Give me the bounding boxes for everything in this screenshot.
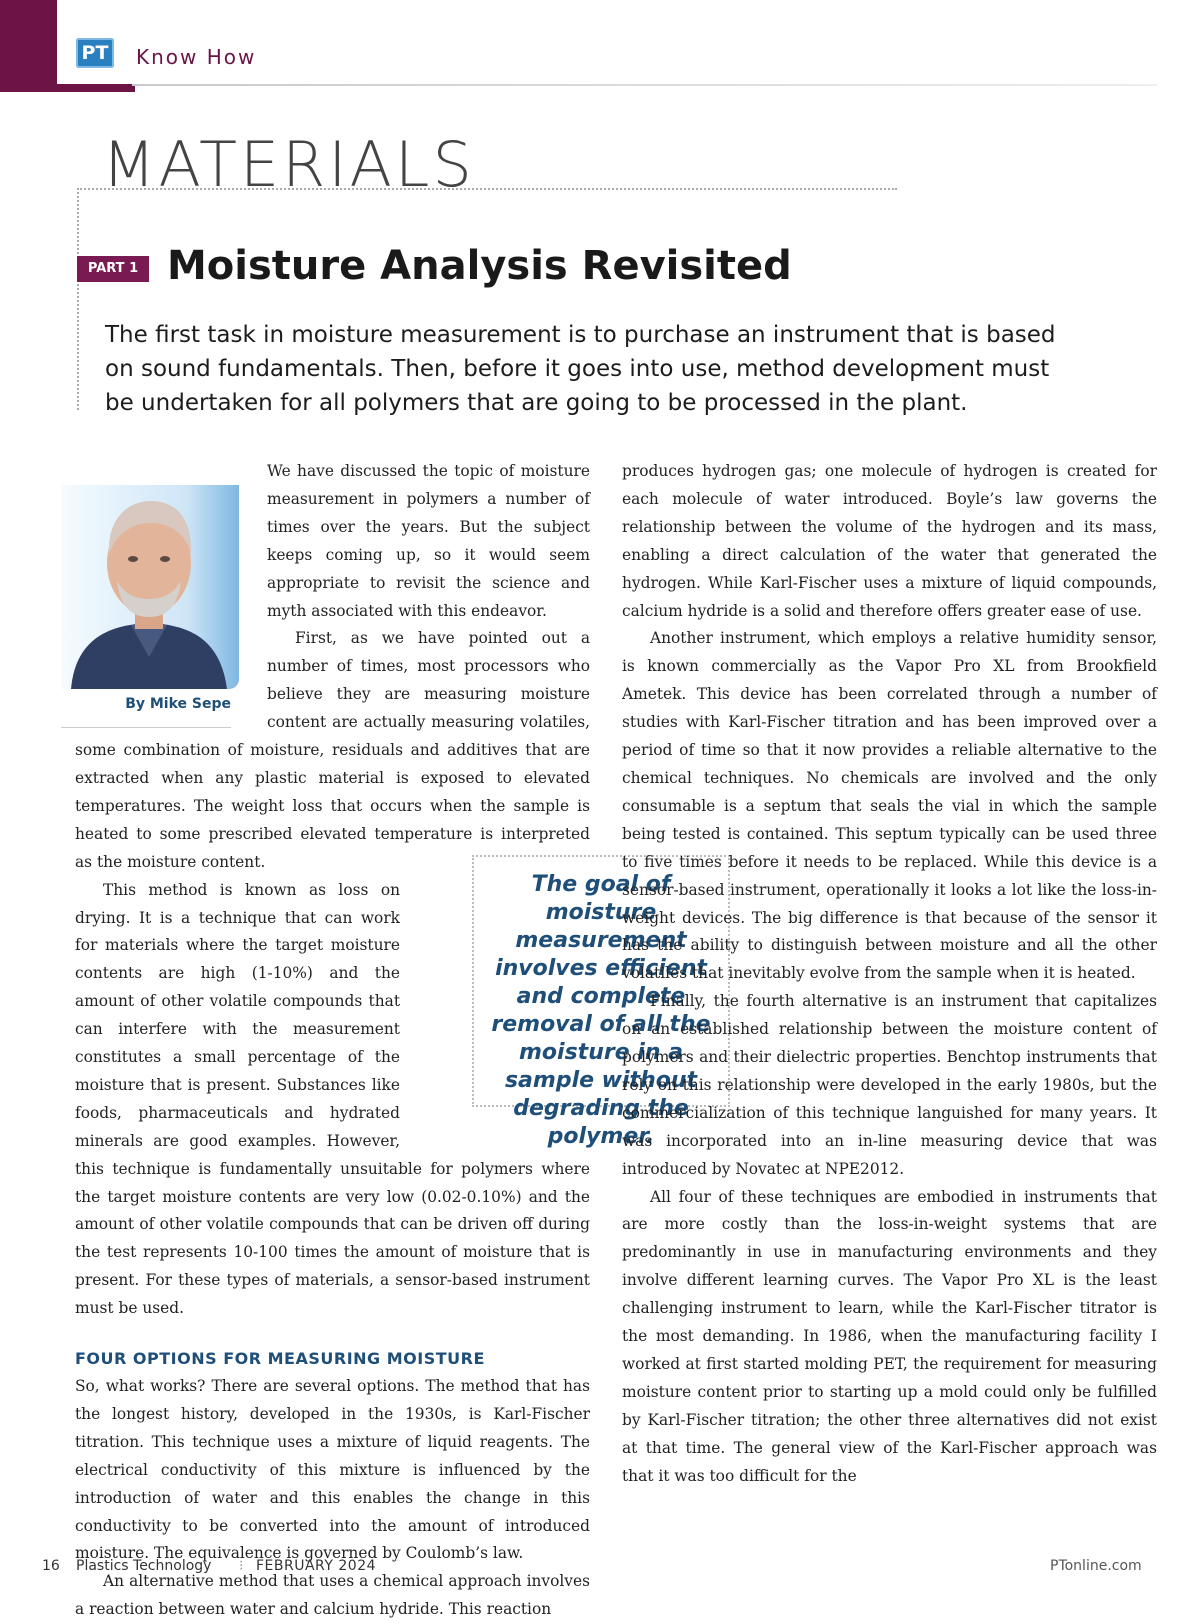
article-deck: The first task in moisture measurement is to purchase an instrument that is based on sound fundamentals. Then, before it goes into use, method development must be undertaken for all polymers that are going to be processed in the plant. [105, 322, 1056, 416]
body-paragraph: So, what works? There are several options. The method that has the longest history, developed in the 1930s, is Karl-Fischer titration. This technique uses a mixture of liquid reagents. The electrical conductivity of this mixture is influenced by the introduction of water and this enables the change in this conductivity to be converted into the amount of introduced moisture. The equivalence is governed by Coulomb’s law. [75, 1377, 590, 1563]
dotted-divider-vertical [77, 188, 79, 410]
section-subhead: FOUR OPTIONS FOR MEASURING MOISTURE [75, 1349, 485, 1369]
pull-quote: The goal of moisture measurement involves efficient and complete removal of all the moisture in a sample without degrading the polymer. [472, 855, 730, 1107]
article-title: Moisture Analysis Revisited [167, 243, 792, 289]
page-number: 16 [42, 1558, 60, 1574]
body-paragraph: An alternative method that uses a chemical approach involves a reaction between water and calcium hydride. This reaction [75, 1572, 590, 1619]
section-name: Know How [136, 45, 257, 69]
author-portrait-image [61, 485, 239, 689]
author-byline: By Mike Sepe [61, 691, 231, 728]
pt-logo: PT [76, 38, 114, 68]
author-box [61, 485, 239, 721]
body-paragraph: produces hydrogen gas; one molecule of hydrogen is created for each molecule of water introduced. Boyle’s law governs the relationship between the volume of the hydrogen and its mass, enabling a direct calculation of the water that generated the hydrogen. While Karl-Fischer uses a mixture of liquid compounds, calcium hydride is a solid and therefore offers greater ease of use. [622, 462, 1157, 620]
body-paragraph: First, as we have pointed out a number of times, most processors who believe they are measuring moisture content are actually measuring volatiles, some combination of moisture, residuals and additives that are extracted when any plastic material is exposed to elevated temperatures. The weight loss that occurs when the sample is heated to some prescribed elevated temperature is interpreted as the moisture content. [75, 629, 590, 871]
magazine-name: Plastics Technology [76, 1558, 212, 1574]
header-underline-accent [0, 84, 135, 92]
body-paragraph: Another instrument, which employs a relative humidity sensor, is known commercially as the Vapor Pro XL from Brookfield Ametek. This device has been correlated through a number of studies with Karl-Fischer titration and has been improved over a period of time so that it now provides a reliable alternative to the chemical techniques. No chemicals are involved and the only consumable is a septum that seals the vial in which the sample being tested is contained. This septum typically can be used three to five times before it needs to be replaced. While this device is a sensor-based instrument, operationally it looks a lot like the loss-in-weight devices. The big difference is that because of the sensor it has the ability to distinguish between moisture and all the other volatiles that inevitably evolve from the sample when it is heated. [622, 629, 1157, 983]
footer-separator: ⁝ [239, 1558, 244, 1574]
header-color-band [0, 0, 57, 92]
body-paragraph: All four of these techniques are embodied in instruments that are more costly than the loss-in-weight systems that are predominantly in use in manufacturing environments and they involve different learning curves. The Vapor Pro XL is the least challenging instrument to learn, while the Karl-Fischer titrator is the most demanding. In 1986, when the manufacturing facility I worked at first started molding PET, the requirement for measuring moisture content prior to starting up a mold could only be fulfilled by Karl-Fischer titration; the other three alternatives did not exist at that time. The general view of the Karl-Fischer approach was that it was too difficult for the [622, 1187, 1157, 1485]
right-column [622, 458, 1157, 1491]
header-rule [132, 84, 1157, 86]
website-link[interactable]: PTonline.com [1050, 1558, 1142, 1574]
author-photo [61, 485, 239, 689]
part-badge: PART 1 [77, 256, 149, 282]
issue-date: FEBRUARY 2024 [256, 1558, 377, 1574]
dotted-divider-horizontal [77, 188, 897, 190]
department-title: MATERIALS [102, 128, 475, 201]
body-paragraph: Finally, the fourth alternative is an instrument that capitalizes on an established relationship between the moisture content of polymers and their dielectric properties. Benchtop instruments that rely on this relationship were developed in the early 1980s, but the commercialization of this technique languished for many years. It was incorporated into an in-line measuring device that was introduced by Novatec at NPE2012. [622, 992, 1157, 1178]
body-paragraph: This method is known as loss on drying. It is a technique that can work for materials where the target moisture contents are high (1-10%) and the amount of other volatile compounds that can interfere with the measurement constitutes a small percentage of the moisture that is present. Substances like foods, pharmaceuticals and hydrated minerals are good examples. However, this technique is fundamentally unsuitable for polymers where the target moisture contents are very low (0.02-0.10%) and the amount of other volatile compounds that can be driven off during the test represents 10-100 times the amount of moisture that is present. For these types of materials, a sensor-based instrument must be used. [75, 880, 590, 1318]
body-paragraph: We have discussed the topic of moisture measurement in polymers a number of times over the years. But the subject keeps coming up, so it would seem appropriate to revisit the science and myth associated with this endeavor. [267, 462, 590, 620]
